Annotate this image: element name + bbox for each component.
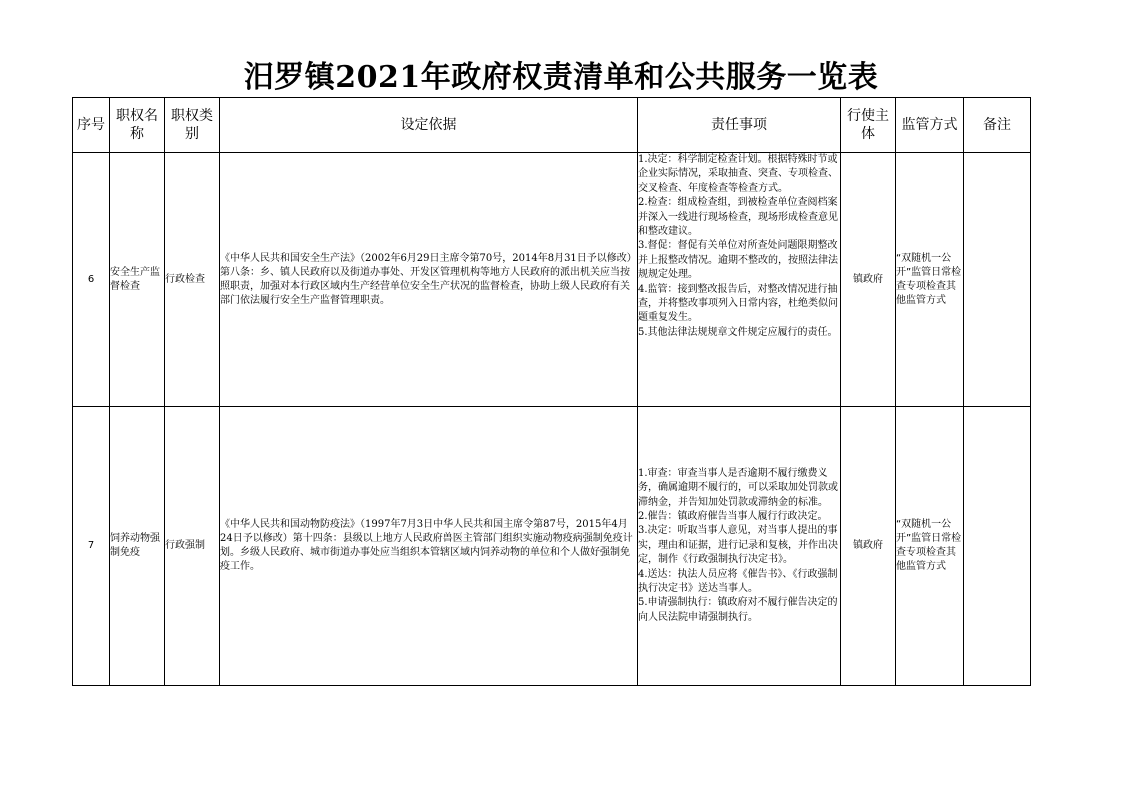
table-row bbox=[73, 153, 1031, 407]
cell-basis: 《中华人民共和国动物防疫法》（1997年7月3日中华人民共和国主席令第87号，2015年4月24日予以修改）第十四条：县级以上地方人民政府兽医主管部门组织实施动物疫病强制免疫计划。乡级人民政府、城市街道办事处应当组织本管辖区域内饲养动物的单位和个人做好强制免疫工作。 bbox=[220, 407, 638, 686]
cell-subject: 镇政府 bbox=[841, 407, 896, 686]
cell-type: 行政强制 bbox=[165, 407, 220, 686]
responsibility-item: 1.决定：科学制定检查计划。根据特殊时节或企业实际情况，采取抽查、突查、专项检查、交叉检查、年度检查等检查方式。 bbox=[638, 154, 838, 194]
header-supervision: 监管方式 bbox=[896, 98, 964, 153]
header-name: 职权名称 bbox=[110, 98, 165, 153]
responsibility-item: 5.其他法律法规规章文件规定应履行的责任。 bbox=[638, 326, 838, 338]
cell-subject: 镇政府 bbox=[841, 153, 896, 407]
cell-supervision: “双随机一公开”监管日常检查专项检查其他监管方式 bbox=[896, 153, 964, 407]
responsibility-item: 1.审查：审查当事人是否逾期不履行缴费义务，确属逾期不履行的，可以采取加处罚款或滞纳金，并告知加处罚款或滞纳金的标准。 bbox=[638, 467, 838, 508]
responsibility-item: 2.检查：组成检查组，到被检查单位查阅档案并深入一线进行现场检查，现场形成检查意见和整改建议。 bbox=[638, 197, 838, 238]
document-title: 汨罗镇2021年政府权责清单和公共服务一览表 bbox=[243, 60, 879, 95]
responsibility-item: 5.申请强制执行：镇政府对不履行催告决定的向人民法院申请强制执行。 bbox=[638, 597, 838, 623]
responsibility-item: 4.送达：执法人员应将《催告书》、《行政强制执行决定书》送达当事人。 bbox=[638, 568, 838, 595]
cell-no: 7 bbox=[73, 407, 110, 686]
header-responsibility: 责任事项 bbox=[638, 98, 841, 153]
header-type: 职权类别 bbox=[165, 98, 220, 153]
cell-type: 行政检查 bbox=[165, 153, 220, 407]
cell-name: 饲养动物强制免疫 bbox=[110, 407, 165, 686]
header-subject: 行使主体 bbox=[841, 98, 896, 153]
responsibility-item: 3.督促：督促有关单位对所查处问题限期整改并上报整改情况。逾期不整改的，按照法律法规规定处理。 bbox=[638, 240, 838, 281]
cell-responsibility bbox=[638, 407, 841, 686]
responsibility-item: 3.决定：听取当事人意见，对当事人提出的事实，理由和证据，进行记录和复核，并作出决定，制作《行政强制执行决定书》。 bbox=[638, 525, 838, 566]
cell-name: 安全生产监督检查 bbox=[110, 153, 165, 407]
cell-no: 6 bbox=[73, 153, 110, 407]
cell-responsibility bbox=[638, 153, 841, 407]
header-remark: 备注 bbox=[964, 98, 1031, 153]
cell-remark bbox=[964, 153, 1031, 407]
header-basis: 设定依据 bbox=[220, 98, 638, 153]
cell-supervision: “双随机一公开”监管日常检查专项检查其他监管方式 bbox=[896, 407, 964, 686]
cell-remark bbox=[964, 407, 1031, 686]
power-list-table bbox=[72, 97, 1031, 686]
header-row bbox=[73, 98, 1031, 153]
table-row bbox=[73, 407, 1031, 686]
responsibility-item: 4.监管：接到整改报告后，对整改情况进行抽查，并将整改事项列入日常内容，杜绝类似问题重复发生。 bbox=[638, 283, 838, 324]
header-no: 序号 bbox=[73, 98, 110, 153]
cell-basis: 《中华人民共和国安全生产法》（2002年6月29日主席令第70号，2014年8月31日予以修改）第八条：乡、镇人民政府以及街道办事处、开发区管理机构等地方人民政府的派出机关应当按照职责，加强对本行政区域内生产经营单位安全生产状况的监督检查，协助上级人民政府有关部门依法履行安全生产监督管理职责。 bbox=[220, 153, 638, 407]
responsibility-item: 2.催告：镇政府催告当事人履行行政决定。 bbox=[638, 510, 828, 522]
